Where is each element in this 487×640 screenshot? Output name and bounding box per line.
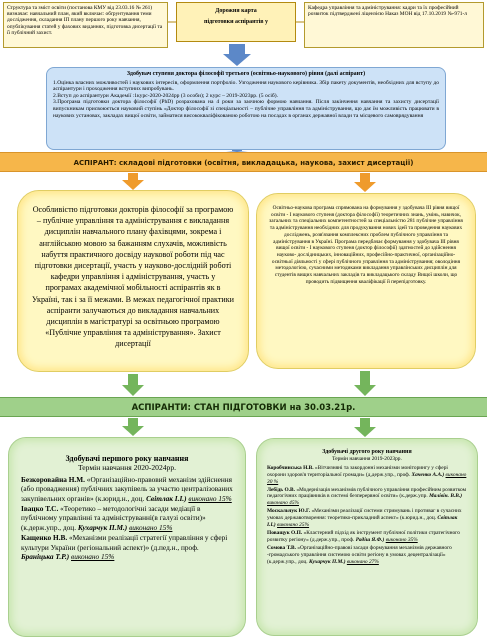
roadmap-subtitle: підготовки аспірантів у <box>204 19 268 25</box>
supervisor: Радіш Я.Ф.) <box>355 536 385 543</box>
thesis-topic: «Вітчизняні та закордонні механізми моніторингу у сфері охорони здоров'я територіальної громади» (д.держ.упр., проф. <box>267 464 448 478</box>
list-item <box>21 533 233 561</box>
arrow-down-blue <box>223 44 251 66</box>
supervisor: Браніцька Т.Р.) <box>21 552 70 562</box>
features-oval <box>17 190 249 372</box>
thesis-topic: «Теоретико – методологічні засади медіації в публічному управлінні та адмініструванні(в галузі освіти)» (к.держ.упр., доц. <box>21 504 206 532</box>
list-item <box>267 487 467 508</box>
thesis-topic: «Кластерний підхід як інструмент публічної політики стратегічного розвитку регіону» (д.держ.упр., проф. <box>267 529 460 543</box>
student-name: Поващук О.П. <box>267 529 303 536</box>
student-name: Кащенко Н.В. <box>21 533 68 543</box>
list-item <box>267 465 467 486</box>
components-band-label: АСПІРАНТ: складові підготовки (освітня, викладацька, наукова, захист дисертації) <box>73 159 414 167</box>
arrow-down-green-left <box>122 374 144 396</box>
admission-item-2: 2.Вступ до аспірантури Академії :1курс-2020-2024рр (3 особи); 2 курс – 2019-2023рр. (5 осіб). <box>53 92 279 99</box>
program-oval <box>256 193 476 369</box>
program-text: Освітньо-наукова програма спрямована на формування у здобувача ІІІ рівня вищої освіти - І наукового ступеня (доктора філософії) теоретичних знань, умінь, навичок, загальних та спеціальних компетентностей за спеціальністю 281 публічне управління та адміністрування необхідних для продукування нових ідей та проведення наукових досліджень, розв'язання комплексних проблем публічного управління та адміністрування в Україні. Програма передбачає формування у здобувача ІІІ рівня вищої освіти - І наукового ступеня (доктор філософії) здатностей до здійснення науково- дослідницьких, інноваційних, професійно-практичної, організаційно-освітньої діяльності у сфері публічного управління та адміністрування; оволодіння методологією, сучасними методиками викладання управлінських дисциплін для студентів вищих навчальних закладів та викладацького складу Вищої школи, що проводить підвищення кваліфікації й перепідготовку. <box>269 205 463 285</box>
list-item <box>21 475 233 503</box>
first-year-panel <box>8 437 246 637</box>
admission-box <box>46 67 446 150</box>
second-year-title: Здобувачі другого року навчання <box>322 449 412 455</box>
progress-status: виконано 25% <box>277 522 310 529</box>
supervisor: Кухарчук П.М.) <box>77 522 128 532</box>
department-text: Кафедра управління та адміністрування: кадри та їх професійний розвиток підтверджені ліцензією Наказ МОН від 17.10.2019 №-971-л <box>308 5 467 18</box>
first-year-term: Термін навчання 2020-2024рр. <box>77 463 177 473</box>
arrow-down-green-right-2 <box>354 418 376 437</box>
progress-status: виконано 15% <box>188 493 232 503</box>
student-name: Івацко Т.С. <box>21 504 59 514</box>
roadmap-title-box <box>176 2 296 42</box>
student-name: Безкоровайна Н.М. <box>21 474 85 484</box>
thesis-topic: «Організаційно-правовий механізм здійснення (або провадження) публічних закупівель за участю централізованих закупівельних органів» (к.юрид.н., доц. <box>21 474 233 503</box>
components-band <box>0 152 487 172</box>
regulation-text: Структура та зміст освіти (постанова КМУ від 23.03.16 № 261) визначає: навчальний план, який включає: обґрунтування теми дослідження, складання ІП плану першого року навчання, опублікування статей у фахових виданнях, підготовка дисертації та її публічний захист. <box>7 5 163 36</box>
status-band-label: АСПІРАНТИ: СТАН ПІДГОТОВКИ на 30.03.21р. <box>131 403 356 413</box>
progress-status: виконано 45% <box>267 500 300 507</box>
second-year-term: Термін навчання 2019-2023рр. <box>332 455 402 462</box>
admission-title: Здобувач ступеня доктора філософії третього (освітньо-наукового) рівня (далі аспірант) <box>126 71 366 77</box>
list-item <box>267 508 467 529</box>
department-box <box>304 2 484 48</box>
arrow-down-green-left-2 <box>122 418 144 436</box>
student-name: Сомова Т.В. <box>267 544 296 551</box>
student-name: Коробчинська Н.В. <box>267 464 314 471</box>
list-item <box>267 530 467 544</box>
arrow-down-orange-right <box>354 173 376 192</box>
thesis-topic: «Організаційно-правові засади формування механізмів державного -громадського управління системою освіти регіону в умовах децентралізації» (к.держ.упр., доц. <box>267 544 452 565</box>
second-year-panel <box>256 438 478 636</box>
admission-item-1: 1.Оцінка власних можливостей і наукових інтересів, оформлення портфоліо. Узгодження наукового керівника. Збір пакету документів, необхідних для вступу до аспірантури і проходження вступних випробувань. <box>53 79 439 93</box>
regulation-box <box>3 2 168 48</box>
thesis-topic: «Механізми реалізації стратегії управління у сфері культури України (регіональний аспект)» (д.пед.н., проф. <box>21 533 228 552</box>
student-name: Лебідь О.В. <box>267 486 295 493</box>
status-band <box>0 397 487 417</box>
progress-status: виконано 15% <box>71 552 115 562</box>
progress-status: виконано 27% <box>346 558 379 565</box>
arrow-down-green-right <box>354 371 376 396</box>
supervisor: Світлак І.І.) <box>267 515 458 529</box>
thesis-topic: «Модернізація механізмів публічного управління професійним розвитком педагогічних працівників в системі безперервної освіти» (к.держ.упр. <box>267 486 467 500</box>
supervisor: Малівін. В.В.) <box>429 493 463 500</box>
admission-item-3: 3.Програма підготовки доктора філософії (PhD) розрахована на 4 роки за заочною формою навчання. Після закінчення навчання та захисту дисертації випускникам присвоюється науковий ступінь «Доктор філософії зі спеціальності – публічне управління та адміністрування, що дає їм можливість працювати в наукових установах, закладах вищої освіти, займатися висококваліфікованою роботою на посадах в органах державної влади та місцевого самоврядування <box>53 99 439 119</box>
progress-status: виконано 15% <box>129 522 173 532</box>
supervisor: Хаченко А.А.) <box>411 471 445 478</box>
features-text: Особливістю підготовки докторів філософії за програмою – публічне управління та адміністрування є викладання дисциплін навчального плану фахівцями, зокрема і англійською мовою за бажанням слухачів, можливість набуття практичного досвіду наукової роботи під час підготовки дисертації, участь у науково-дослідній роботі кафедри управління і адміністрування, участь у програмах академічної мобільності аспірантів як в Україні, так і за її межами. В межах педагогічної практики аспіранти залучаються до викладання навчальних дисциплін в магістратурі за освітньою програмою «Публічне управління та адміністрування». Захист дисертації <box>32 205 234 349</box>
student-name: Москальчук Ю.Г. <box>267 508 311 515</box>
supervisor: Світлак І.І.) <box>146 493 187 503</box>
arrow-down-orange-left <box>122 173 144 190</box>
first-year-title: Здобувачі першого року навчання <box>65 454 189 463</box>
thesis-topic: «Механізми реалізації системи стримувань і противаг в сучасних умовах державотворення: теоретико-прикладний аспект» (к.юрид.н., доц. <box>267 508 462 522</box>
supervisor: Кухарчук П.М.) <box>309 558 346 565</box>
progress-status: виконано 35% <box>385 536 418 543</box>
roadmap-title: Дорожня карта <box>215 8 257 14</box>
progress-status: виконано 30 % <box>267 471 467 485</box>
list-item <box>21 504 233 532</box>
list-item <box>267 545 467 566</box>
